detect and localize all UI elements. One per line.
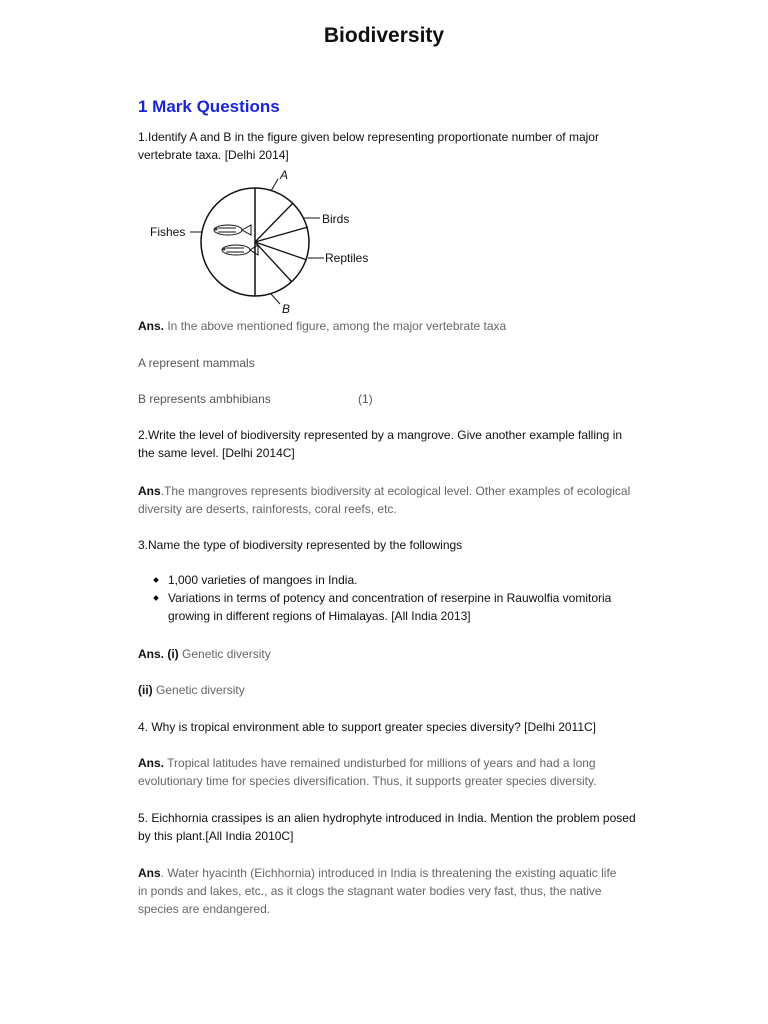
answer-1-line-a: A represent mammals [138,356,255,370]
fish-icon [214,225,251,235]
figure-label-b: B [282,302,291,316]
question-2: 2.Write the level of biodiversity represented by a mangrove. Give another example falling in the same level. [Delhi 2014C] [138,428,623,460]
answer-label: Ans. [138,319,165,333]
answer-label: Ans. [138,756,165,770]
answer-text: In the above mentioned figure, among the major vertebrate taxa [164,319,507,333]
figure-label-fishes: Fishes [150,225,186,239]
fish-icon [222,245,258,255]
question-1: 1.Identify A and B in the figure given below representing proportionate number of major vertebrate taxa. [Delhi 2014] [138,130,599,162]
answer-label: (ii) [138,683,153,697]
answer-4 [138,754,638,790]
figure-pointer-b [271,294,280,304]
answer-1-line-b [138,390,638,408]
answer-text: . Water hyacinth (Eichhornia) introduced in India is threatening the existing aquatic life in ponds and lakes, etc., as it clogs the stagnant water bodies very fast, thus, the native species are endangered. [138,866,617,916]
figure-label-a: A [280,168,289,182]
question-3-bullets [150,571,630,625]
figure-pointer-a [271,179,278,191]
answer-label: Ans [138,484,161,498]
answer-3-ii [138,681,638,699]
section-heading: 1 Mark Questions [138,97,280,116]
answer-text: Genetic diversity [152,683,245,697]
list-item: Variations in terms of potency and concentration of reserpine in Rauwolfia vomitoria growing in different regions of Himalayas. [All India 2013] [150,589,630,625]
answer-text: Tropical latitudes have remained undisturbed for millions of years and had a long evolutionary time for species diversification. Thus, it supports greater species diversity. [138,756,597,788]
answer-label: Ans. (i) [138,647,179,661]
answer-1-line-b-text: B represents ambhibians [138,392,271,406]
answer-5 [138,864,628,918]
question-4: 4. Why is tropical environment able to support greater species diversity? [Delhi 2011C] [138,720,596,734]
answer-1-marks: (1) [358,392,373,406]
answer-label: Ans [138,866,161,880]
question-5: 5. Eichhornia crassipes is an alien hydrophyte introduced in India. Mention the problem posed by this plant.[All India 2010C] [138,811,636,843]
figure-label-birds: Birds [322,212,350,226]
vertebrate-taxa-figure [140,166,380,316]
answer-text: .The mangroves represents biodiversity at ecological level. Other examples of ecological diversity are deserts, rainforests, coral reefs, etc. [138,484,631,516]
list-item: 1,000 varieties of mangoes in India. [150,571,630,589]
figure-label-reptiles: Reptiles [325,251,369,265]
question-3: 3.Name the type of biodiversity represented by the followings [138,538,463,552]
answer-1 [138,317,638,335]
answer-text: Genetic diversity [178,647,271,661]
answer-2 [138,482,638,518]
answer-3-i [138,645,638,663]
page-title: Biodiversity [323,24,445,47]
